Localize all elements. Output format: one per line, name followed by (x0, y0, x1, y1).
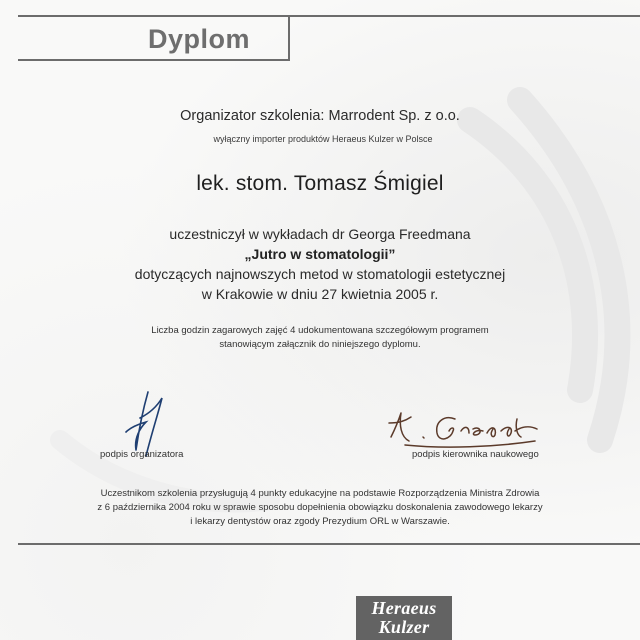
hours-line-1: Liczba godzin zagarowych zajęć 4 udokumentowana szczegółowym programem (151, 325, 489, 336)
scientific-director-signature (385, 405, 545, 455)
logo-line-2: Kulzer (378, 617, 430, 637)
recipient-name: lek. stom. Tomasz Śmigiel (196, 172, 444, 195)
scientific-director-signature-label: podpis kierownika naukowego (412, 449, 539, 460)
organizer-signature-label: podpis organizatora (100, 449, 184, 460)
title-box (18, 15, 290, 61)
course-date-line: w Krakowie w dniu 27 kwietnia 2005 r. (201, 286, 439, 302)
diploma-title: Dyplom (147, 24, 250, 54)
hours-line-2: stanowiącym załącznik do niniejszego dyplomu. (219, 339, 421, 350)
participation-line: uczestniczył w wykładach dr Georga Freedmana (169, 226, 471, 242)
footer-line-2: z 6 października 2004 roku w sprawie sposobu dopełnienia obowiązku doskonalenia zawodowego lekarzy (97, 502, 543, 513)
course-topic-line: dotyczących najnowszych metod w stomatologii estetycznej (134, 266, 506, 282)
logo-line-1: Heraeus (371, 598, 437, 618)
organizer-line: Organizator szkolenia: Marrodent Sp. z o.o. (180, 108, 460, 124)
heraeus-kulzer-logo (356, 596, 452, 640)
bottom-rule (18, 543, 640, 545)
course-title: „Jutro w stomatologii” (244, 246, 396, 262)
importer-note: wyłączny importer produktów Heraeus Kulzer w Polsce (213, 134, 433, 144)
footer-line-1: Uczestnikom szkolenia przysługują 4 punkty edukacyjne na podstawie Rozporządzenia Ministra Zdrowia (100, 488, 540, 499)
footer-line-3: i lekarzy dentystów oraz zgody Prezydium ORL w Warszawie. (190, 516, 450, 527)
